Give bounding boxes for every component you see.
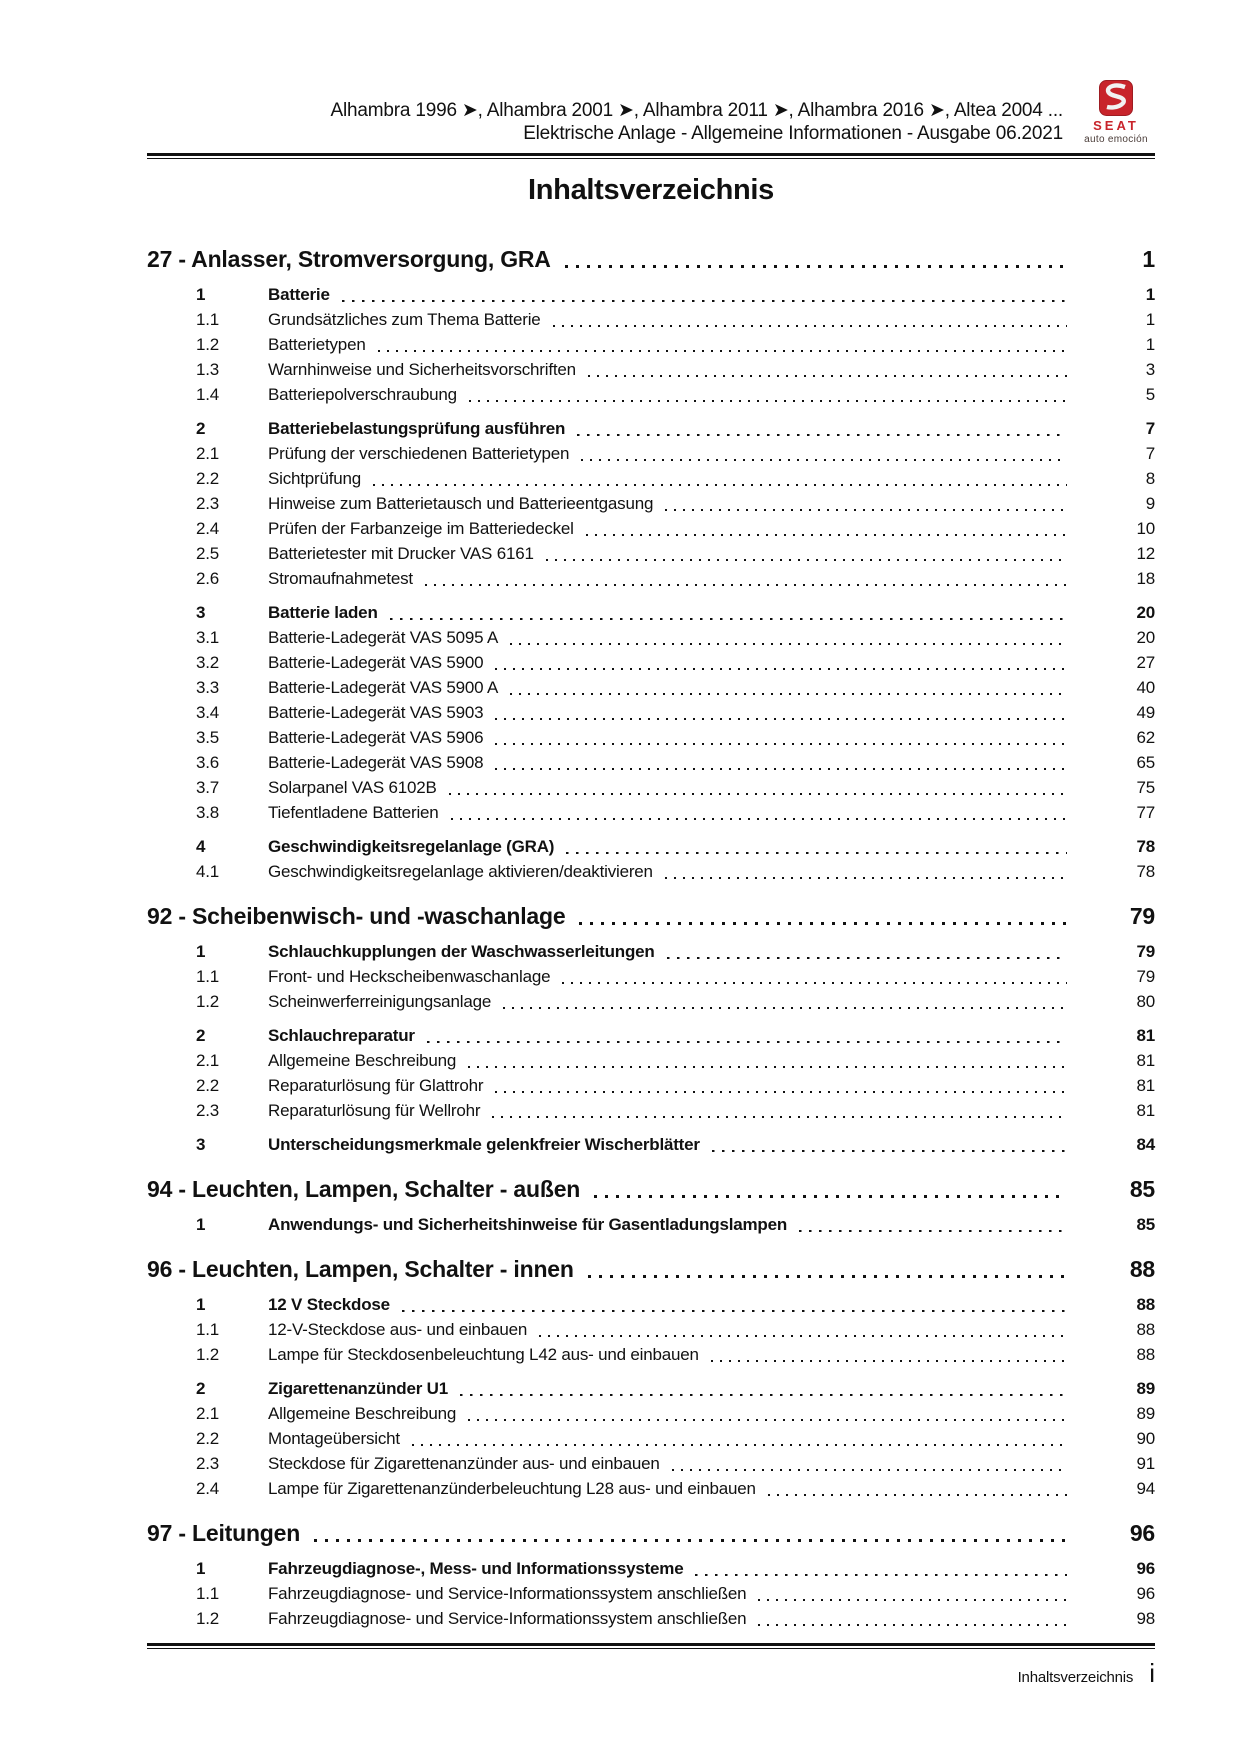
toc-page-number: 78: [1136, 862, 1155, 881]
dot-leader: [373, 484, 1067, 486]
toc-row: [147, 725, 1155, 750]
toc-section-title: Batterie-Ladegerät VAS 5903: [268, 703, 484, 722]
toc-section-number: 2.5: [196, 544, 220, 563]
toc-chapter-row: [147, 1255, 1155, 1283]
toc-section-number: 1: [196, 285, 206, 304]
toc-section-title: Anwendungs- und Sicherheitshinweise für Gasentladungslampen: [268, 1215, 788, 1234]
toc-page-number: 62: [1136, 728, 1155, 747]
toc-page-number: 85: [1136, 1215, 1155, 1234]
toc-row: [147, 491, 1155, 516]
dot-leader: [378, 350, 1067, 352]
dot-leader: [469, 400, 1067, 402]
toc-page-number: 1: [1142, 246, 1155, 272]
footer-label: Inhaltsverzeichnis: [1017, 1669, 1134, 1686]
toc-page-number: 79: [1129, 903, 1155, 929]
toc-section-title: Allgemeine Beschreibung: [268, 1404, 457, 1423]
toc-page-number: 3: [1145, 360, 1155, 379]
toc-section-number: 2.4: [196, 519, 220, 538]
toc-section-title: Geschwindigkeitsregelanlage aktivieren/deaktivieren: [268, 862, 653, 881]
dot-leader: [495, 1091, 1067, 1093]
toc-section-title: Sichtprüfung: [268, 469, 362, 488]
dot-leader: [768, 1494, 1067, 1496]
toc-section-title: Batteriebelastungsprüfung ausführen: [268, 419, 566, 438]
toc-section-title: Batterietester mit Drucker VAS 6161: [268, 544, 534, 563]
toc-row: [147, 1426, 1155, 1451]
toc-section-title: Grundsätzliches zum Thema Batterie: [268, 310, 541, 329]
toc-section-number: 1: [196, 942, 206, 961]
toc-section-title: Fahrzeugdiagnose-, Mess- und Informationssysteme: [268, 1559, 684, 1578]
dot-leader: [577, 434, 1067, 437]
toc-section-number: 1.1: [196, 967, 220, 986]
toc-page-number: 89: [1136, 1379, 1155, 1398]
dot-leader: [799, 1230, 1067, 1233]
dot-leader: [667, 957, 1067, 960]
toc-page-number: 49: [1136, 703, 1155, 722]
toc-section-title: Fahrzeugdiagnose- und Service-Informationssystem anschließen: [268, 1584, 747, 1603]
toc-row: [147, 859, 1155, 884]
toc-page-number: 88: [1136, 1345, 1155, 1364]
page-header: [147, 0, 1155, 145]
toc-row: [147, 1376, 1155, 1401]
toc-section-title: Reparaturlösung für Wellrohr: [268, 1101, 481, 1120]
seat-tagline: auto emoción: [1084, 134, 1148, 145]
toc-section-title: Lampe für Steckdosenbeleuchtung L42 aus- und einbauen: [268, 1345, 699, 1364]
toc-section-number: 1.2: [196, 335, 220, 354]
dot-leader: [539, 1335, 1067, 1337]
toc-row: [147, 625, 1155, 650]
toc-page-number: 12: [1136, 544, 1155, 563]
toc-page-number: 90: [1136, 1429, 1155, 1448]
toc-section-number: 2.1: [196, 1404, 220, 1423]
toc-page-number: 10: [1136, 519, 1155, 538]
toc-section-number: 2: [196, 1026, 206, 1045]
toc-section-number: 1.2: [196, 1345, 220, 1364]
toc-row: [147, 1212, 1155, 1237]
toc-section-number: 3.5: [196, 728, 220, 747]
dot-leader: [562, 982, 1067, 984]
toc-section-title: Schlauchkupplungen der Waschwasserleitungen: [268, 942, 655, 961]
dot-leader: [460, 1394, 1067, 1397]
toc-row: [147, 307, 1155, 332]
page-footer: [147, 1643, 1155, 1689]
toc-section-number: 3.7: [196, 778, 220, 797]
footer-page-number: i: [1149, 1658, 1155, 1688]
dot-leader: [665, 509, 1067, 511]
toc-page-number: 88: [1129, 1256, 1155, 1282]
toc-row: [147, 1023, 1155, 1048]
toc-section-number: 1.1: [196, 310, 220, 329]
toc-section-title: 12-V-Steckdose aus- und einbauen: [268, 1320, 528, 1339]
toc-row: [147, 750, 1155, 775]
dot-leader: [425, 584, 1067, 586]
toc-section-title: Schlauchreparatur: [268, 1026, 415, 1045]
toc-section-number: 1.3: [196, 360, 220, 379]
toc-row: [147, 1401, 1155, 1426]
toc-section-number: 1.2: [196, 1609, 220, 1628]
toc-row: [147, 675, 1155, 700]
dot-leader: [495, 668, 1067, 670]
dot-leader: [342, 300, 1067, 303]
toc-page-number: 94: [1136, 1479, 1155, 1498]
toc-section-number: 3.6: [196, 753, 220, 772]
toc-page-number: 91: [1136, 1454, 1155, 1473]
toc-page-number: 18: [1136, 569, 1155, 588]
dot-leader: [565, 265, 1067, 268]
toc-section-title: Montageübersicht: [268, 1429, 400, 1448]
header-models-line: Alhambra 1996 ➤, Alhambra 2001 ➤, Alhambra 2011 ➤, Alhambra 2016 ➤, Altea 2004 ...: [330, 100, 1063, 121]
toc: [147, 245, 1155, 1631]
toc-page-number: 7: [1145, 444, 1155, 463]
toc-page-number: 78: [1136, 837, 1155, 856]
page-title: Inhaltsverzeichnis: [527, 174, 775, 206]
toc-section-number: 2.3: [196, 1454, 220, 1473]
toc-section-title: Stromaufnahmetest: [268, 569, 413, 588]
dot-leader: [553, 325, 1067, 327]
toc-page-number: 96: [1136, 1584, 1155, 1603]
toc-page-number: 1: [1145, 310, 1155, 329]
dot-leader: [314, 1539, 1067, 1542]
toc-section-number: 1: [196, 1559, 206, 1578]
toc-section-title: Front- und Heckscheibenwaschanlage: [268, 967, 551, 986]
dot-leader: [390, 618, 1067, 621]
toc-section-title: Batterie-Ladegerät VAS 5908: [268, 753, 484, 772]
dot-leader: [503, 1007, 1067, 1009]
toc-row: [147, 1581, 1155, 1606]
toc-row: [147, 416, 1155, 441]
toc-section-title: Warnhinweise und Sicherheitsvorschriften: [268, 360, 576, 379]
toc-section-title: Batteriepolverschraubung: [268, 385, 457, 404]
toc-section-number: 2.3: [196, 1101, 220, 1120]
toc-section-title: Unterscheidungsmerkmale gelenkfreier Wischerblätter: [268, 1135, 700, 1154]
toc-section-title: Lampe für Zigarettenanzünderbeleuchtung L28 aus- und einbauen: [268, 1479, 756, 1498]
toc-row: [147, 964, 1155, 989]
toc-row: [147, 989, 1155, 1014]
toc-page-number: 27: [1136, 653, 1155, 672]
dot-leader: [712, 1150, 1067, 1153]
toc-row: [147, 441, 1155, 466]
toc-row: [147, 1556, 1155, 1581]
toc-page-number: 96: [1129, 1520, 1155, 1546]
toc-section-number: 3: [196, 1135, 206, 1154]
toc-row: [147, 800, 1155, 825]
toc-chapter-title: 27 - Anlasser, Stromversorgung, GRA: [147, 246, 551, 272]
toc-section-number: 2: [196, 1379, 206, 1398]
toc-section-number: 1: [196, 1295, 206, 1314]
toc-chapter-title: 97 - Leitungen: [147, 1520, 301, 1546]
toc-section-title: Steckdose für Zigarettenanzünder aus- und einbauen: [268, 1454, 660, 1473]
toc-page-number: 81: [1136, 1076, 1155, 1095]
toc-page-number: 81: [1136, 1026, 1155, 1045]
toc-section-title: Geschwindigkeitsregelanlage (GRA): [268, 837, 555, 856]
toc-row: [147, 1098, 1155, 1123]
toc-row: [147, 1073, 1155, 1098]
toc-row: [147, 466, 1155, 491]
toc-row: [147, 332, 1155, 357]
dot-leader: [594, 1195, 1067, 1198]
toc-section-number: 3.4: [196, 703, 220, 722]
toc-page-number: 96: [1136, 1559, 1155, 1578]
toc-row: [147, 282, 1155, 307]
dot-leader: [581, 459, 1067, 461]
header-rule: [147, 153, 1155, 159]
toc-page-number: 88: [1136, 1320, 1155, 1339]
dot-leader: [468, 1419, 1067, 1421]
dot-leader: [566, 852, 1067, 855]
toc-row: [147, 516, 1155, 541]
toc-page-number: 65: [1136, 753, 1155, 772]
toc-section-title: Batterie-Ladegerät VAS 5900 A: [268, 678, 499, 697]
dot-leader: [449, 793, 1067, 795]
toc-row: [147, 541, 1155, 566]
toc-page-number: 81: [1136, 1101, 1155, 1120]
toc-section-title: Batterie-Ladegerät VAS 5900: [268, 653, 484, 672]
header-subtitle-line: Elektrische Anlage - Allgemeine Informationen - Ausgabe 06.2021: [523, 123, 1063, 144]
toc-section-title: Scheinwerferreinigungsanlage: [268, 992, 492, 1011]
toc-row: [147, 650, 1155, 675]
toc-section-number: 1: [196, 1215, 206, 1234]
toc-row: [147, 1132, 1155, 1157]
toc-page-number: 98: [1136, 1609, 1155, 1628]
toc-page-number: 1: [1145, 285, 1155, 304]
toc-row: [147, 775, 1155, 800]
dot-leader: [468, 1066, 1067, 1068]
toc-section-number: 4.1: [196, 862, 220, 881]
toc-section-title: Tiefentladene Batterien: [268, 803, 439, 822]
toc-section-title: 12 V Steckdose: [268, 1295, 390, 1314]
toc-row: [147, 1606, 1155, 1631]
toc-page-number: 7: [1145, 419, 1155, 438]
toc-chapter-row: [147, 245, 1155, 273]
toc-section-number: 2.1: [196, 444, 220, 463]
dot-leader: [546, 559, 1067, 561]
toc-page-number: 89: [1136, 1404, 1155, 1423]
toc-section-number: 2.2: [196, 469, 220, 488]
toc-page-number: 8: [1145, 469, 1155, 488]
toc-page-number: 79: [1136, 942, 1155, 961]
toc-chapter-title: 94 - Leuchten, Lampen, Schalter - außen: [147, 1176, 581, 1202]
toc-section-title: Fahrzeugdiagnose- und Service-Informationssystem anschließen: [268, 1609, 747, 1628]
seat-logo: [1077, 80, 1155, 145]
toc-section-number: 1.4: [196, 385, 220, 404]
toc-section-title: Zigarettenanzünder U1: [268, 1379, 448, 1398]
toc-page-number: 5: [1145, 385, 1155, 404]
toc-page-number: 9: [1145, 494, 1155, 513]
toc-section-number: 3: [196, 603, 206, 622]
toc-page-number: 75: [1136, 778, 1155, 797]
dot-leader: [588, 375, 1067, 377]
toc-section-title: Allgemeine Beschreibung: [268, 1051, 457, 1070]
header-text: [147, 99, 1077, 145]
toc-section-number: 1.2: [196, 992, 220, 1011]
dot-leader: [492, 1116, 1067, 1118]
dot-leader: [495, 718, 1067, 720]
toc-chapter-row: [147, 902, 1155, 930]
dot-leader: [495, 743, 1067, 745]
toc-page-number: 77: [1136, 803, 1155, 822]
toc-row: [147, 834, 1155, 859]
dot-leader: [495, 768, 1067, 770]
toc-section-title: Hinweise zum Batterietausch und Batterieentgasung: [268, 494, 654, 513]
toc-section-number: 1.1: [196, 1584, 220, 1603]
toc-row: [147, 1317, 1155, 1342]
toc-section-number: 2.3: [196, 494, 220, 513]
toc-section-number: 2.2: [196, 1429, 220, 1448]
toc-chapter-title: 92 - Scheibenwisch- und -waschanlage: [147, 903, 566, 929]
toc-section-title: Batterie laden: [268, 603, 378, 622]
toc-row: [147, 566, 1155, 591]
toc-row: [147, 382, 1155, 407]
toc-page-number: 20: [1136, 603, 1155, 622]
dot-leader: [510, 643, 1067, 645]
toc-section-number: 1.1: [196, 1320, 220, 1339]
toc-page-number: 20: [1136, 628, 1155, 647]
dot-leader: [402, 1310, 1067, 1313]
dot-leader: [579, 922, 1067, 925]
footer-rule: [147, 1643, 1155, 1649]
toc-row: [147, 939, 1155, 964]
toc-section-number: 2.4: [196, 1479, 220, 1498]
toc-section-title: Prüfen der Farbanzeige im Batteriedeckel: [268, 519, 574, 538]
toc-row: [147, 357, 1155, 382]
toc-section-title: Prüfung der verschiedenen Batterietypen: [268, 444, 570, 463]
dot-leader: [665, 877, 1067, 879]
toc-row: [147, 1451, 1155, 1476]
dot-leader: [427, 1041, 1067, 1044]
toc-page-number: 1: [1145, 335, 1155, 354]
seat-emblem-icon: [1099, 80, 1133, 116]
toc-row: [147, 1342, 1155, 1367]
dot-leader: [586, 534, 1067, 536]
toc-page-number: 88: [1136, 1295, 1155, 1314]
dot-leader: [695, 1574, 1067, 1577]
dot-leader: [672, 1469, 1067, 1471]
toc-section-title: Batterie-Ladegerät VAS 5095 A: [268, 628, 499, 647]
toc-section-number: 2.2: [196, 1076, 220, 1095]
dot-leader: [758, 1624, 1067, 1626]
toc-section-title: Batterie-Ladegerät VAS 5906: [268, 728, 484, 747]
toc-row: [147, 700, 1155, 725]
toc-chapter-title: 96 - Leuchten, Lampen, Schalter - innen: [147, 1256, 574, 1282]
toc-row: [147, 1476, 1155, 1501]
toc-page-number: 79: [1136, 967, 1155, 986]
toc-section-number: 2: [196, 419, 206, 438]
toc-section-number: 3.2: [196, 653, 220, 672]
dot-leader: [758, 1599, 1067, 1601]
toc-page-number: 80: [1136, 992, 1155, 1011]
toc-section-title: Reparaturlösung für Glattrohr: [268, 1076, 484, 1095]
toc-chapter-row: [147, 1175, 1155, 1203]
dot-leader: [711, 1360, 1067, 1362]
toc-row: [147, 600, 1155, 625]
toc-page-number: 84: [1136, 1135, 1155, 1154]
toc-section-number: 2.1: [196, 1051, 220, 1070]
toc-section-number: 3.8: [196, 803, 220, 822]
dot-leader: [588, 1275, 1067, 1278]
dot-leader: [451, 818, 1067, 820]
toc-page-number: 81: [1136, 1051, 1155, 1070]
dot-leader: [412, 1444, 1067, 1446]
seat-wordmark: SEAT: [1093, 118, 1139, 133]
toc-section-title: Solarpanel VAS 6102B: [268, 778, 437, 797]
toc-section-number: 2.6: [196, 569, 220, 588]
toc-row: [147, 1292, 1155, 1317]
toc-section-number: 3.3: [196, 678, 220, 697]
toc-row: [147, 1048, 1155, 1073]
toc-section-number: 3.1: [196, 628, 220, 647]
toc-chapter-row: [147, 1519, 1155, 1547]
toc-page-number: 40: [1136, 678, 1155, 697]
toc-section-title: Batterie: [268, 285, 330, 304]
toc-section-title: Batterietypen: [268, 335, 366, 354]
toc-page-number: 85: [1129, 1176, 1155, 1202]
toc-section-number: 4: [196, 837, 206, 856]
dot-leader: [510, 693, 1067, 695]
